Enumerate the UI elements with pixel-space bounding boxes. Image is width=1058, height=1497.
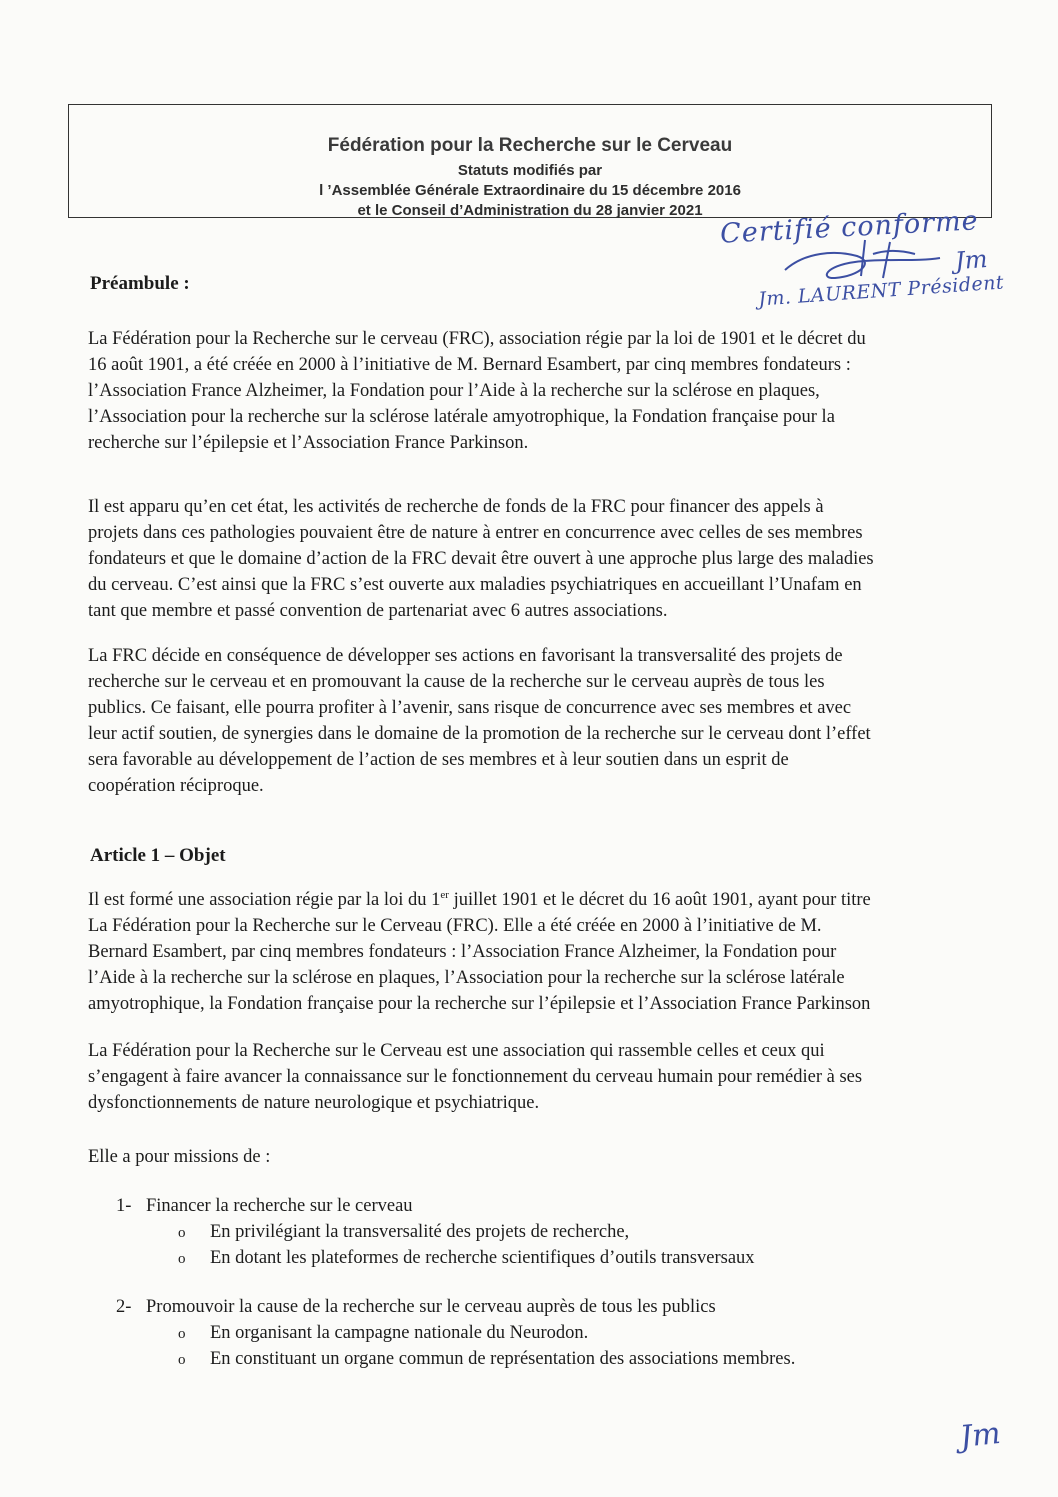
circle-bullet-icon: o [178, 1251, 186, 1267]
mission-subitem [178, 1320, 588, 1347]
handwritten-initials-top: Jm [954, 244, 989, 276]
preamble-paragraph-2 [88, 494, 988, 624]
statuts-header-box [68, 104, 992, 218]
text-line: du cerveau. C’est ainsi que la FRC s’est ouverte aux maladies psychiatriques en accueillant l’Unafam en [88, 575, 862, 595]
text-line: 16 août 1901, a été créée en 2000 à l’initiative de M. Bernard Esambert, par cinq membres fondateurs : [88, 355, 851, 375]
mission-subitem [178, 1245, 755, 1272]
text-line: coopération réciproque. [88, 776, 264, 796]
text-fragment: juillet 1901 et le décret du 16 août 1901, ayant pour titre [448, 890, 871, 910]
article-1-missions-intro: Elle a pour missions de : [88, 1147, 271, 1167]
text-line: La Fédération pour la Recherche sur le cerveau (FRC), association régie par la loi de 1901 et le décret du [88, 329, 866, 349]
mission-subitem [178, 1219, 629, 1246]
preamble-paragraph-3 [88, 643, 988, 799]
article-1-paragraph-2 [88, 1038, 988, 1116]
subitem-text: En dotant les plateformes de recherche scientifiques d’outils transversaux [210, 1248, 755, 1268]
mission-text: Financer la recherche sur le cerveau [146, 1196, 413, 1216]
preamble-heading: Préambule : [90, 273, 190, 294]
text-line: l’Association pour la recherche sur la sclérose latérale amyotrophique, la Fondation française pour la [88, 407, 835, 427]
mission-number: 1- [116, 1196, 132, 1216]
subitem-text: En constituant un organe commun de représentation des associations membres. [210, 1349, 796, 1369]
header-subtitle-line-3: et le Conseil d’Administration du 28 janvier 2021 [357, 202, 703, 219]
text-line: La Fédération pour la Recherche sur le Cerveau est une association qui rassemble celles et ceux qui [88, 1041, 825, 1061]
text-line: Il est apparu qu’en cet état, les activités de recherche de fonds de la FRC pour financer des appels à [88, 497, 824, 517]
text-line: sera favorable au développement de l’action de ses membres et à leur soutien dans un esprit de [88, 750, 789, 770]
article-1-paragraph-1 [88, 887, 988, 1017]
text-line: tant que membre et passé convention de partenariat avec 6 autres associations. [88, 601, 668, 621]
mission-subitem [178, 1346, 795, 1373]
header-subtitle-line-1: Statuts modifiés par [457, 162, 603, 179]
text-line: La FRC décide en conséquence de développer ses actions en favorisant la transversalité des projets de [88, 646, 843, 666]
text-line: recherche sur le cerveau et en promouvant la cause de la recherche sur le cerveau auprès de tous les [88, 672, 825, 692]
text-line: leur actif soutien, de synergies dans le domaine de la promotion de la recherche sur le cerveau dont l’effet [88, 724, 871, 744]
text-line: projets dans ces pathologies pouvaient être de nature à entrer en concurrence avec celles de ses membres [88, 523, 863, 543]
text-fragment: Il est formé une association régie par la loi du 1 [88, 890, 441, 910]
text-line: l’Aide à la recherche sur la sclérose en plaques, l’Association pour la recherche sur la sclérose latérale [88, 968, 845, 988]
text-line: recherche sur l’épilepsie et l’Association France Parkinson. [88, 433, 529, 453]
mission-text: Promouvoir la cause de la recherche sur le cerveau auprès de tous les publics [146, 1297, 716, 1317]
mission-item-2 [116, 1294, 716, 1320]
article-1-heading: Article 1 – Objet [90, 845, 226, 866]
text-line: s’engagent à faire avancer la connaissance sur le fonctionnement du cerveau humain pour remédier à ses [88, 1067, 863, 1087]
subitem-text: En privilégiant la transversalité des projets de recherche, [210, 1222, 630, 1242]
text-line: amyotrophique, la Fondation française pour la recherche sur l’épilepsie et l’Association France Parkinson [88, 994, 871, 1014]
handwritten-signatory-name: Jm. LAURENT Président [757, 271, 1005, 311]
subitem-text: En organisant la campagne nationale du Neurodon. [210, 1323, 589, 1343]
mission-number: 2- [116, 1297, 132, 1317]
header-subtitle-line-2: l ’Assemblée Générale Extraordinaire du 15 décembre 2016 [319, 182, 741, 199]
circle-bullet-icon: o [178, 1326, 186, 1342]
document-title: Fédération pour la Recherche sur le Cerveau [327, 135, 733, 156]
circle-bullet-icon: o [178, 1352, 186, 1368]
preamble-paragraph-1 [88, 326, 988, 456]
text-line: Bernard Esambert, par cinq membres fondateurs : l’Association France Alzheimer, la Fondation pour [88, 942, 837, 962]
text-line: fondateurs et que le domaine d’action de la FRC devait être ouvert à une approche plus large des maladies [88, 549, 874, 569]
text-line: l’Association France Alzheimer, la Fondation pour l’Aide à la recherche sur la sclérose en plaques, [88, 381, 820, 401]
text-line [88, 887, 988, 913]
circle-bullet-icon: o [178, 1225, 186, 1241]
ordinal-superscript: er [440, 888, 449, 901]
text-line: dysfonctionnements de nature neurologique et psychiatrique. [88, 1093, 540, 1113]
text-line: publics. Ce faisant, elle pourra profiter à l’avenir, sans risque de concurrence avec ses membres et avec [88, 698, 852, 718]
handwritten-initials-footer: Jm [958, 1415, 1003, 1456]
mission-item-1 [116, 1193, 413, 1219]
certified-conform-annotation: Certifié conforme [719, 205, 980, 250]
text-line: La Fédération pour la Recherche sur le Cerveau (FRC). Elle a été créée en 2000 à l’initiative de M. [88, 916, 822, 936]
